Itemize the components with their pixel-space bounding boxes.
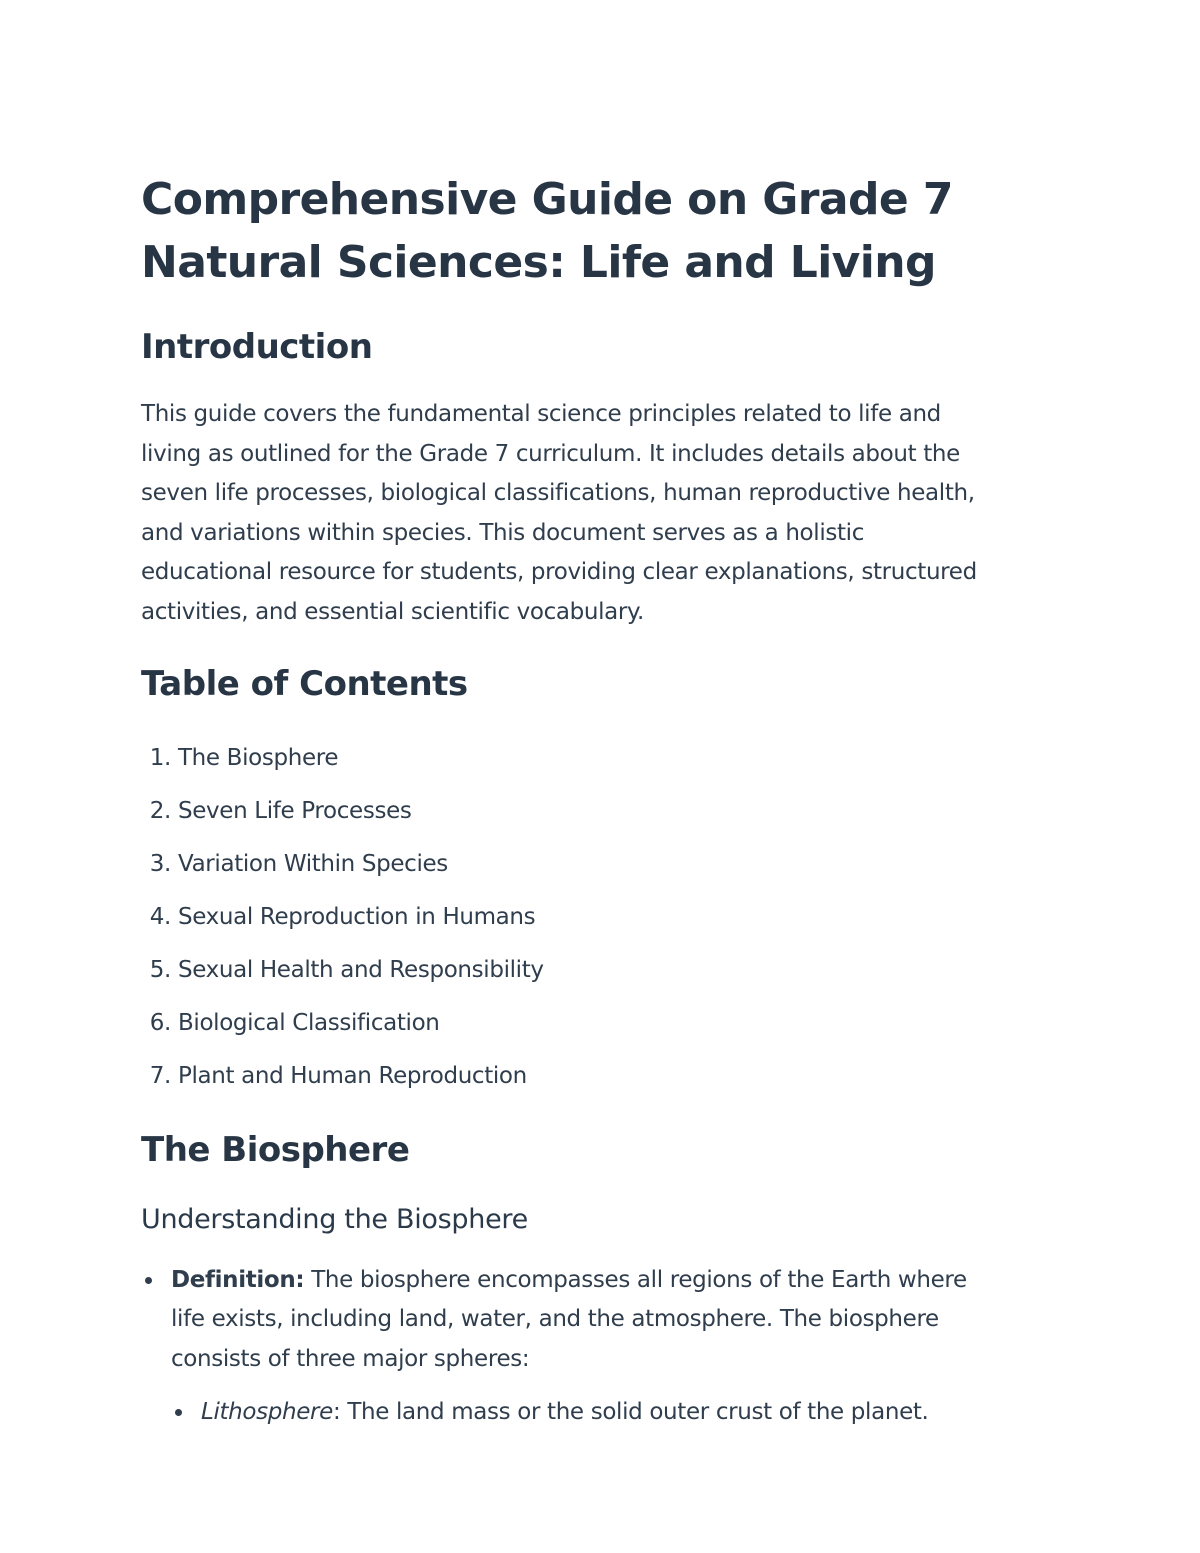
definition-line-1	[171, 1261, 1060, 1301]
biosphere-bullet-list	[141, 1261, 1060, 1433]
toc-item-label: The Biosphere	[177, 744, 339, 771]
introduction-line: This guide covers the fundamental science principles related to life and	[141, 401, 941, 427]
definition-bullet	[141, 1261, 1060, 1433]
document-title-line-2: Natural Sciences: Life and Living	[141, 237, 936, 288]
toc-item-label: Sexual Health and Responsibility	[177, 956, 544, 983]
toc-item-number: 4.	[149, 903, 171, 930]
sphere-bullet	[171, 1393, 1060, 1433]
document-title	[141, 168, 1060, 294]
table-of-contents-list	[141, 732, 1060, 1103]
definition-line-3: consists of three major spheres:	[171, 1345, 530, 1372]
toc-item	[141, 785, 1060, 838]
toc-item-number: 5.	[149, 956, 171, 983]
introduction-line: living as outlined for the Grade 7 curriculum. It includes details about the	[141, 440, 960, 467]
introduction-heading: Introduction	[141, 327, 373, 367]
biosphere-subheading: Understanding the Biosphere	[141, 1203, 528, 1235]
toc-item-label: Seven Life Processes	[177, 797, 412, 824]
document-title-line-1: Comprehensive Guide on Grade 7	[141, 174, 953, 225]
introduction-line: educational resource for students, providing clear explanations, structured	[141, 559, 977, 586]
toc-item	[141, 838, 1060, 891]
toc-item	[141, 732, 1060, 785]
introduction-line: seven life processes, biological classifications, human reproductive health,	[141, 480, 975, 507]
spheres-sub-list	[171, 1393, 1060, 1433]
toc-item-number: 1.	[149, 744, 171, 771]
toc-item-label: Biological Classification	[177, 1009, 440, 1036]
definition-text: The biosphere encompasses all regions of the Earth where	[304, 1266, 967, 1293]
sphere-term: Lithosphere	[201, 1399, 333, 1426]
toc-item-number: 7.	[149, 1062, 171, 1089]
toc-item-number: 2.	[149, 797, 171, 824]
toc-item	[141, 944, 1060, 997]
toc-item-label: Plant and Human Reproduction	[177, 1062, 527, 1089]
toc-item-label: Sexual Reproduction in Humans	[177, 903, 536, 930]
toc-item-number: 3.	[149, 850, 171, 877]
toc-item	[141, 1050, 1060, 1103]
introduction-line: and variations within species. This document serves as a holistic	[141, 519, 864, 546]
bullet-dot-icon	[145, 1277, 152, 1284]
toc-item-label: Variation Within Species	[177, 850, 448, 877]
biosphere-heading: The Biosphere	[141, 1129, 410, 1170]
sphere-description: : The land mass or the solid outer crust of the planet.	[332, 1399, 929, 1426]
introduction-line: activities, and essential scientific vocabulary.	[141, 598, 644, 625]
toc-item	[141, 997, 1060, 1050]
toc-item-number: 6.	[149, 1009, 171, 1036]
toc-item	[141, 891, 1060, 944]
definition-line-2: life exists, including land, water, and the atmosphere. The biosphere	[171, 1306, 939, 1333]
introduction-paragraph	[141, 395, 1060, 633]
definition-term: Definition:	[171, 1266, 305, 1293]
table-of-contents-heading: Table of Contents	[141, 663, 468, 704]
bullet-dot-icon	[175, 1409, 182, 1416]
